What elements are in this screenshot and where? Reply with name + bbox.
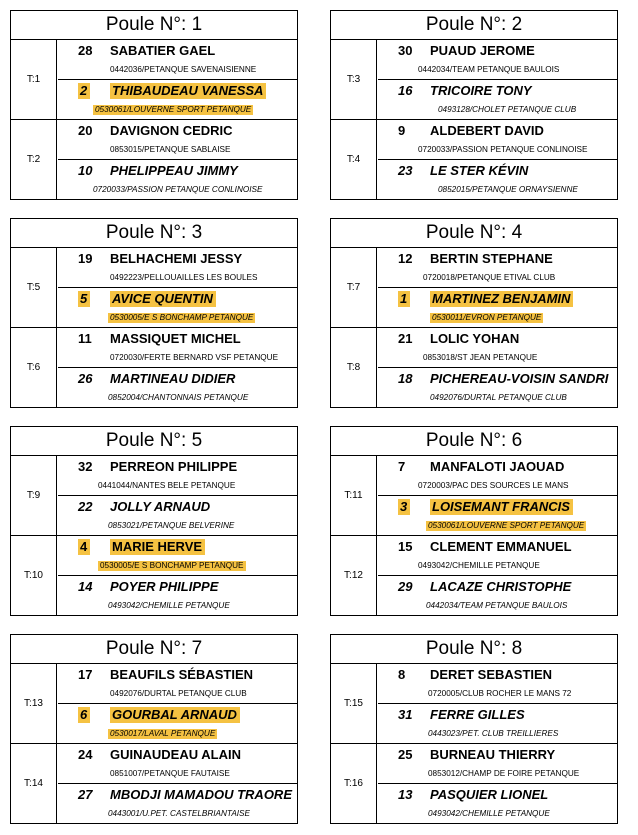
- poule-title: Poule N°: 5: [11, 427, 297, 456]
- poule-5: [10, 426, 298, 616]
- table-label: T:15: [331, 664, 377, 743]
- player-name: MARIE HERVE: [110, 539, 205, 555]
- player-entry: [378, 328, 617, 368]
- player-entry: [378, 456, 617, 496]
- poule-title: Poule N°: 1: [11, 11, 297, 40]
- player-number: 23: [398, 163, 413, 178]
- table-row: [11, 248, 297, 328]
- player-entry: [378, 368, 617, 408]
- player-name: MARTINEAU DIDIER: [110, 371, 236, 386]
- table-row: [331, 248, 617, 328]
- player-name: AVICE QUENTIN: [110, 291, 216, 307]
- poule-title: Poule N°: 3: [11, 219, 297, 248]
- player-club: 0443023/PET. CLUB TREILLIERES: [428, 729, 559, 738]
- player-entry: [58, 576, 297, 616]
- player-entry: [378, 80, 617, 120]
- table-label: T:4: [331, 120, 377, 199]
- player-name: POYER PHILIPPE: [110, 579, 219, 594]
- player-entry: [58, 120, 297, 160]
- player-name: LACAZE CHRISTOPHE: [430, 579, 572, 594]
- player-number: 1: [398, 291, 410, 307]
- player-number: 7: [398, 459, 406, 474]
- player-entry: [58, 40, 297, 80]
- player-number: 18: [398, 371, 413, 386]
- player-number: 13: [398, 787, 413, 802]
- player-entry: [58, 704, 297, 744]
- player-club: 0492076/DURTAL PETANQUE CLUB: [430, 393, 567, 402]
- player-club: 0530017/LAVAL PETANQUE: [110, 729, 216, 738]
- table-label: T:5: [11, 248, 57, 327]
- player-number: 17: [78, 667, 93, 682]
- player-name: SABATIER GAEL: [110, 43, 216, 58]
- player-entry: [378, 784, 617, 824]
- player-name: PASQUIER LIONEL: [430, 787, 549, 802]
- player-name: BURNEAU THIERRY: [430, 747, 556, 762]
- poule-title: Poule N°: 8: [331, 635, 617, 664]
- table-label: T:11: [331, 456, 377, 535]
- table-row: [11, 120, 297, 199]
- player-name: PHELIPPEAU JIMMY: [110, 163, 238, 178]
- player-club: 0720003/PAC DES SOURCES LE MANS: [418, 481, 569, 490]
- table-row: [11, 536, 297, 615]
- table-label: T:8: [331, 328, 377, 407]
- player-club: 0530005/E S BONCHAMP PETANQUE: [110, 313, 254, 322]
- poule-title: Poule N°: 6: [331, 427, 617, 456]
- player-entry: [58, 160, 297, 200]
- player-number: 15: [398, 539, 413, 554]
- player-club: 0852015/PETANQUE ORNAYSIENNE: [438, 185, 578, 194]
- table-row: [331, 120, 617, 199]
- player-name: CLEMENT EMMANUEL: [430, 539, 572, 554]
- player-club: 0720005/CLUB ROCHER LE MANS 72: [428, 689, 572, 698]
- player-name: BELHACHEMI JESSY: [110, 251, 243, 266]
- table-label: T:13: [11, 664, 57, 743]
- poule-title: Poule N°: 7: [11, 635, 297, 664]
- player-club: 0853018/ST JEAN PETANQUE: [423, 353, 538, 362]
- player-number: 14: [78, 579, 93, 594]
- player-club: 0530005/E S BONCHAMP PETANQUE: [100, 561, 244, 570]
- player-club: 0442036/PETANQUE SAVENAISIENNE: [110, 65, 257, 74]
- poule-7: [10, 634, 298, 824]
- table-label: T:14: [11, 744, 57, 823]
- table-row: [331, 536, 617, 615]
- player-entry: [378, 288, 617, 328]
- player-name: MASSIQUET MICHEL: [110, 331, 241, 346]
- player-name: GOURBAL ARNAUD: [110, 707, 240, 723]
- player-number: 25: [398, 747, 413, 762]
- player-name: JOLLY ARNAUD: [110, 499, 211, 514]
- player-number: 32: [78, 459, 93, 474]
- player-name: LOISEMANT FRANCIS: [430, 499, 573, 515]
- player-number: 9: [398, 123, 406, 138]
- poule-3: [10, 218, 298, 408]
- player-club: 0442034/TEAM PETANQUE BAULOIS: [426, 601, 568, 610]
- player-name: BEAUFILS SÉBASTIEN: [110, 667, 254, 682]
- player-number: 22: [78, 499, 93, 514]
- player-number: 11: [78, 331, 92, 346]
- player-number: 5: [78, 291, 90, 307]
- table-row: [11, 664, 297, 744]
- player-entry: [378, 120, 617, 160]
- player-entry: [58, 456, 297, 496]
- table-row: [331, 664, 617, 744]
- poule-4: [330, 218, 618, 408]
- player-number: 21: [398, 331, 413, 346]
- player-number: 12: [398, 251, 413, 266]
- player-entry: [58, 288, 297, 328]
- table-label: T:7: [331, 248, 377, 327]
- player-club: 0530061/LOUVERNE SPORT PETANQUE: [95, 105, 252, 114]
- player-number: 31: [398, 707, 413, 722]
- poule-title: Poule N°: 4: [331, 219, 617, 248]
- table-row: [11, 456, 297, 536]
- player-name: LOLIC YOHAN: [430, 331, 520, 346]
- player-entry: [378, 40, 617, 80]
- player-entry: [378, 536, 617, 576]
- player-club: 0443001/U.PET. CASTELBRIANTAISE: [108, 809, 250, 818]
- player-entry: [58, 664, 297, 704]
- table-row: [331, 456, 617, 536]
- player-entry: [58, 248, 297, 288]
- player-club: 0493042/CHEMILLE PETANQUE: [108, 601, 230, 610]
- player-club: 0493128/CHOLET PETANQUE CLUB: [438, 105, 577, 114]
- table-label: T:9: [11, 456, 57, 535]
- poule-1: [10, 10, 298, 200]
- player-name: ALDEBERT DAVID: [430, 123, 544, 138]
- player-entry: [58, 80, 297, 120]
- player-club: 0720018/PETANQUE ETIVAL CLUB: [423, 273, 556, 282]
- player-name: BERTIN STEPHANE: [430, 251, 553, 266]
- player-entry: [378, 744, 617, 784]
- player-entry: [58, 368, 297, 408]
- player-number: 4: [78, 539, 90, 555]
- player-club: 0720033/PASSION PETANQUE CONLINOISE: [418, 145, 588, 154]
- table-label: T:2: [11, 120, 57, 199]
- player-club: 0720030/FERTE BERNARD VSF PETANQUE: [110, 353, 279, 362]
- player-number: 2: [78, 83, 90, 99]
- player-entry: [58, 496, 297, 536]
- player-number: 20: [78, 123, 93, 138]
- table-row: [11, 328, 297, 407]
- player-club: 0530061/LOUVERNE SPORT PETANQUE: [428, 521, 585, 530]
- player-name: TRICOIRE TONY: [430, 83, 532, 98]
- table-row: [11, 744, 297, 823]
- table-label: T:1: [11, 40, 57, 119]
- player-number: 27: [78, 787, 93, 802]
- player-number: 29: [398, 579, 413, 594]
- player-name: PUAUD JEROME: [430, 43, 535, 58]
- player-entry: [378, 704, 617, 744]
- player-entry: [58, 784, 297, 824]
- player-number: 6: [78, 707, 90, 723]
- player-name: DERET SEBASTIEN: [430, 667, 553, 682]
- player-club: 0851007/PETANQUE FAUTAISE: [110, 769, 230, 778]
- player-club: 0441044/NANTES BELE PETANQUE: [98, 481, 236, 490]
- player-number: 16: [398, 83, 413, 98]
- table-label: T:16: [331, 744, 377, 823]
- player-club: 0530011/EVRON PETANQUE: [432, 313, 542, 322]
- player-number: 19: [78, 251, 93, 266]
- player-name: LE STER KÉVIN: [430, 163, 529, 178]
- player-name: MARTINEZ BENJAMIN: [430, 291, 573, 307]
- player-name: MANFALOTI JAOUAD: [430, 459, 565, 474]
- player-name: MBODJI MAMADOU TRAORE: [110, 787, 292, 802]
- table-row: [11, 40, 297, 120]
- table-row: [331, 328, 617, 407]
- player-name: GUINAUDEAU ALAIN: [110, 747, 241, 762]
- table-label: T:3: [331, 40, 377, 119]
- player-number: 30: [398, 43, 413, 58]
- player-entry: [378, 664, 617, 704]
- player-name: THIBAUDEAU VANESSA: [110, 83, 266, 99]
- player-name: PERREON PHILIPPE: [110, 459, 238, 474]
- player-club: 0492223/PELLOUAILLES LES BOULES: [110, 273, 258, 282]
- player-club: 0852004/CHANTONNAIS PETANQUE: [108, 393, 249, 402]
- player-name: PICHEREAU-VOISIN SANDRI: [430, 371, 609, 386]
- table-label: T:10: [11, 536, 57, 615]
- table-row: [331, 40, 617, 120]
- player-club: 0853012/CHAMP DE FOIRE PETANQUE: [428, 769, 580, 778]
- player-name: FERRE GILLES: [430, 707, 525, 722]
- player-entry: [378, 248, 617, 288]
- poule-2: [330, 10, 618, 200]
- player-entry: [58, 536, 297, 576]
- player-entry: [58, 328, 297, 368]
- player-number: 28: [78, 43, 93, 58]
- player-club: 0853015/PETANQUE SABLAISE: [110, 145, 231, 154]
- table-label: T:12: [331, 536, 377, 615]
- player-club: 0493042/CHEMILLE PETANQUE: [428, 809, 550, 818]
- player-number: 8: [398, 667, 406, 682]
- player-club: 0853021/PETANQUE BELVERINE: [108, 521, 235, 530]
- poule-6: [330, 426, 618, 616]
- player-entry: [378, 576, 617, 616]
- player-name: DAVIGNON CEDRIC: [110, 123, 233, 138]
- player-entry: [378, 496, 617, 536]
- table-label: T:6: [11, 328, 57, 407]
- player-club: 0720033/PASSION PETANQUE CONLINOISE: [93, 185, 263, 194]
- player-entry: [378, 160, 617, 200]
- poule-8: [330, 634, 618, 824]
- player-number: 3: [398, 499, 410, 515]
- player-number: 10: [78, 163, 93, 178]
- player-club: 0492076/DURTAL PETANQUE CLUB: [110, 689, 247, 698]
- player-number: 26: [78, 371, 93, 386]
- player-club: 0442034/TEAM PETANQUE BAULOIS: [418, 65, 560, 74]
- player-club: 0493042/CHEMILLE PETANQUE: [418, 561, 540, 570]
- player-number: 24: [78, 747, 93, 762]
- poule-title: Poule N°: 2: [331, 11, 617, 40]
- table-row: [331, 744, 617, 823]
- player-entry: [58, 744, 297, 784]
